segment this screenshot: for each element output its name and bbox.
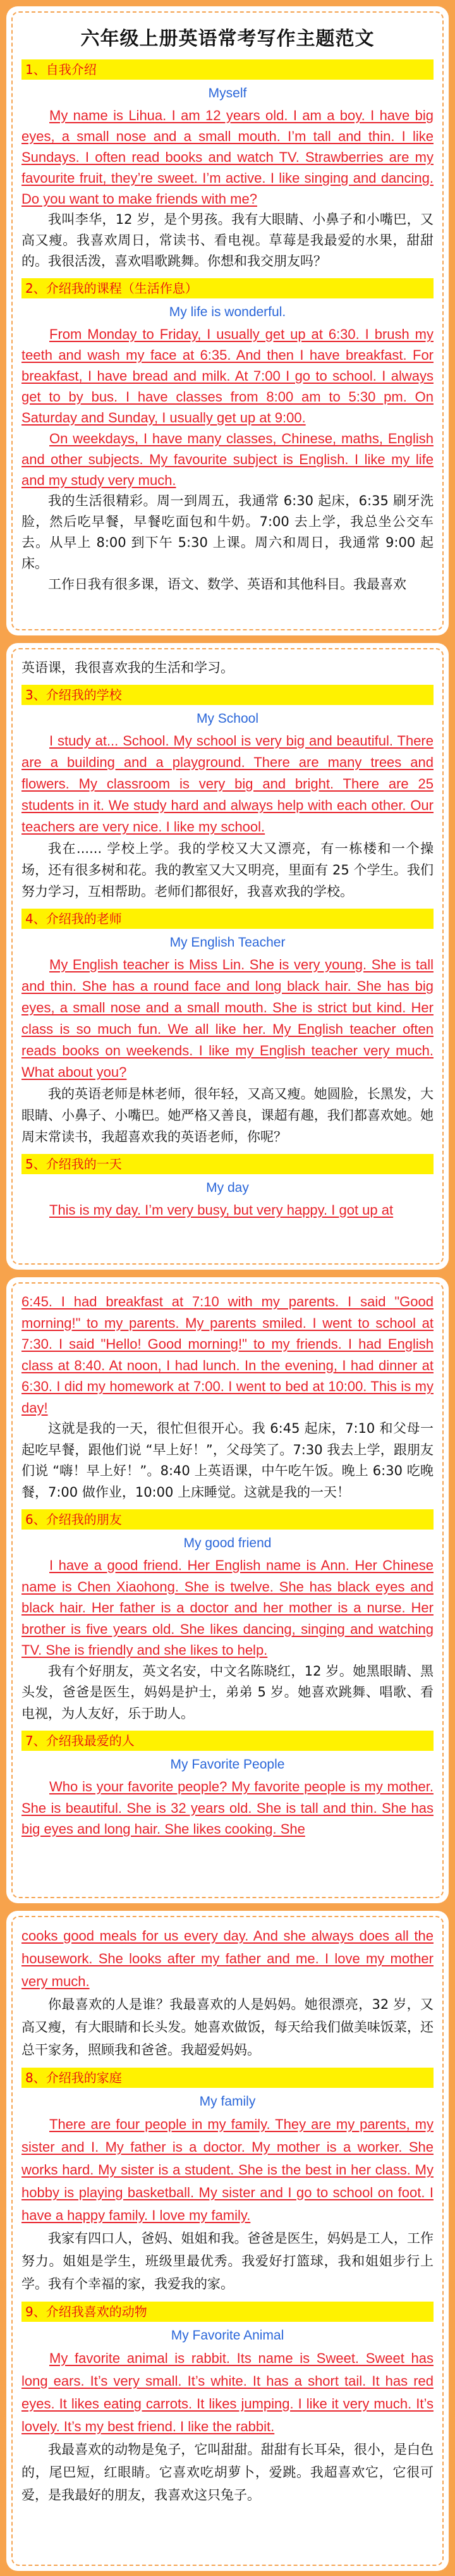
chinese-translation-2-continued: 英语课，我很喜欢我的生活和学习。	[21, 660, 234, 675]
essay-card	[6, 6, 449, 635]
chinese-translation-3: 我在...... 学校上学。我的学校又大又漂亮，有一栋楼和一个操场，还有很多树和花。我的教室又大又明亮，里面有 25 个学生。我们努力学习，互相帮助。老师们都很好，我喜欢我的学校。	[21, 841, 434, 899]
essay-title-8: My family	[199, 2094, 256, 2109]
essay-title-6: My good friend	[183, 1536, 272, 1550]
card-dashed-frame	[11, 648, 444, 1265]
chinese-translation-4: 我的英语老师是林老师，很年轻，又高又瘦。她圆脸，长黑发，大眼睛、小鼻子、小嘴巴。她严格又善良，课超有趣，我们都喜欢她。她周末常读书，我超喜欢我的英语老师，你呢？	[21, 1086, 434, 1144]
english-essay-7-continued: cooks good meals for us every day. And she always does all the housework. She looks after my father and me. I love my mother very much.	[21, 1928, 434, 1989]
english-essay-5: This is my day. I’m very busy, but very happy. I got up at	[49, 1202, 394, 1218]
chinese-translation-8: 我家有四口人，爸妈、姐姐和我。爸爸是医生，妈妈是工人，工作努力。姐姐是学生，班级里最优秀。我爱好打篮球，我和姐姐步行上学。我有个幸福的家，我爱我的家。	[21, 2231, 434, 2291]
chinese-translation-7: 你最喜欢的人是谁？我最喜欢的人是妈妈。她很漂亮，32 岁，又高又瘦，有大眼睛和长头发。她喜欢做饭，每天给我们做美味饭菜，还总干家务，照顾我和爸爸。我超爱妈妈。	[21, 1997, 434, 2058]
section-heading-5: 5、介绍我的一天	[21, 1154, 434, 1174]
essay-title-7: My Favorite People	[170, 1757, 285, 1772]
chinese-translation-2-paragraph-2: 工作日我有很多课，语文、数学、英语和其他科目。我最喜欢	[48, 577, 406, 592]
section-heading-1: 1、自我介绍	[21, 59, 434, 80]
section-heading-7: 7、介绍我最爱的人	[21, 1731, 434, 1751]
english-essay-4: My English teacher is Miss Lin. She is very young. She is tall and thin. She has a round face and long black hair. She has big eyes, a small nose and a small mouth. She is strict but kind. Her class is so much fun. We all like her. My English teacher often reads books on weekends. I like my English teacher very much. What about you?	[21, 957, 434, 1080]
section-heading-6: 6、介绍我的朋友	[21, 1509, 434, 1530]
english-essay-3: I study at... School. My school is very big and beautiful. There are a building and a playground. There are many trees and flowers. My classroom is very big and bright. There are 25 students in it. We study hard and always help with each other. Our teachers are very nice. I like my school.	[21, 733, 434, 835]
english-essay-7: Who is your favorite people? My favorite people is my mother. She is beautiful. She is 32 years old. She is tall and thin. She has big eyes and long hair. She likes cooking. She	[21, 1779, 434, 1837]
essay-title-9: My Favorite Animal	[171, 2328, 284, 2343]
essay-card	[6, 643, 449, 1270]
section-heading-3: 3、介绍我的学校	[21, 685, 434, 705]
english-essay-9: My favorite animal is rabbit. Its name is Sweet. Sweet has long ears. It’s very small. It’s white. It has a short tail. It has red eyes. It likes eating carrots. It likes jumping. I like it very much. It’s lovely. It’s my best friend. I like the rabbit.	[21, 2350, 434, 2434]
english-essay-6: I have a good friend. Her English name is Ann. Her Chinese name is Chen Xiaohong. She is twelve. She has black eyes and black hair. Her father is a doctor and her mother is a nurse. Her brother is five years old. She likes dancing, singing and watching TV. She is friendly and she likes to help.	[21, 1557, 434, 1658]
essay-card	[6, 1911, 449, 2571]
essay-title-4: My English Teacher	[169, 935, 286, 950]
section-heading-2: 2、介绍我的课程（生活作息）	[21, 278, 434, 298]
chinese-translation-9: 我最喜欢的动物是兔子，它叫甜甜。甜甜有长耳朵，很小，是白色的，尾巴短，红眼睛。它喜欢吃胡萝卜，爱跳。我超喜欢它，它很可爱，是我最好的朋友，我喜欢这只兔子。	[21, 2442, 434, 2503]
essay-title-5: My day	[206, 1181, 249, 1195]
chinese-translation-6: 我有个好朋友，英文名安，中文名陈晓红，12 岁。她黑眼睛、黑头发，爸爸是医生，妈妈是护士，弟弟 5 岁。她喜欢跳舞、唱歌、看电视，为人友好，乐于助人。	[21, 1663, 434, 1721]
essay-title-3: My School	[196, 711, 259, 726]
card-dashed-frame	[11, 11, 444, 630]
page-title: 六年级上册英语常考写作主题范文	[80, 28, 375, 50]
section-heading-4: 4、介绍我的老师	[21, 909, 434, 929]
essay-title-2: My life is wonderful.	[169, 305, 286, 319]
section-heading-8: 8、介绍我的家庭	[21, 2068, 434, 2088]
english-essay-1: My name is Lihua. I am 12 years old. I am a boy. I have big eyes, a small nose and a small mouth. I’m tall and thin. I like Sundays. I often read books and watch TV. Strawberries are my favourite fruit, they’re sweet. I’m active. I like singing and dancing. Do you want to make friends with me?	[21, 107, 434, 207]
chinese-translation-1: 我叫李华，12 岁，是个男孩。我有大眼睛、小鼻子和小嘴巴，又高又瘦。我喜欢周日，常读书、看电视。草莓是我最爱的水果，甜甜的。我很活泼，喜欢唱歌跳舞。你想和我交朋友吗？	[21, 212, 434, 269]
essay-title-1: Myself	[208, 86, 247, 101]
english-essay-5-continued: 6:45. I had breakfast at 7:10 with my parents. I said "Good morning!" to my parents. My parents smiled. I went to school at 7:30. I said "Hello! Good morning!" to my friends. I had English class at 8:40. At noon, I had lunch. In the evening, I had dinner at 6:30. I did my homework at 7:00. I went to bed at 10:00. This is my day!	[21, 1294, 434, 1416]
english-essay-8: There are four people in my family. They are my parents, my sister and I. My father is a doctor. My mother is a worker. She works hard. My sister is a student. She is the best in her class. My hobby is playing basketball. My sister and I go to school on foot. I have a happy family. I love my family.	[21, 2116, 434, 2223]
essay-card	[6, 1277, 449, 1903]
card-dashed-frame	[11, 1916, 444, 2566]
chinese-translation-5: 这就是我的一天，很忙但很开心。我 6:45 起床，7:10 和父母一起吃早餐，跟他们说 “早上好！”，父母笑了。7:30 我去上学，跟朋友们说 “嗨！早上好！”。8:40 上英语课，中午吃午饭。晚上 6:30 吃晚餐，7:00 做作业，10:00 上床睡觉。这就是我的一天！	[21, 1421, 434, 1500]
chinese-translation-2: 我的生活很精彩。周一到周五，我通常 6:30 起床，6:35 刷牙洗脸，然后吃早餐，早餐吃面包和牛奶。7:00 去上学，我总坐公交车去。从早上 8:00 到下午 5:30 上课。周六和周日，我通常 9:00 起床。	[21, 493, 434, 571]
card-dashed-frame	[11, 1282, 444, 1898]
english-essay-2: From Monday to Friday, I usually get up at 6:30. I brush my teeth and wash my face at 6:35. And then I have breakfast. For breakfast, I have bread and milk. At 7:00 I go to school. I always get to by bus. I have classes from 8:00 am to 5:30 pm. On Saturday and Sunday, I usually get up at 9:00.	[21, 326, 434, 426]
english-essay-2-paragraph-2: On weekdays, I have many classes, Chinese, maths, English and other subjects. My favourite subject is English. I like my life and my study very much.	[21, 431, 434, 488]
section-heading-9: 9、介绍我喜欢的动物	[21, 2302, 434, 2322]
